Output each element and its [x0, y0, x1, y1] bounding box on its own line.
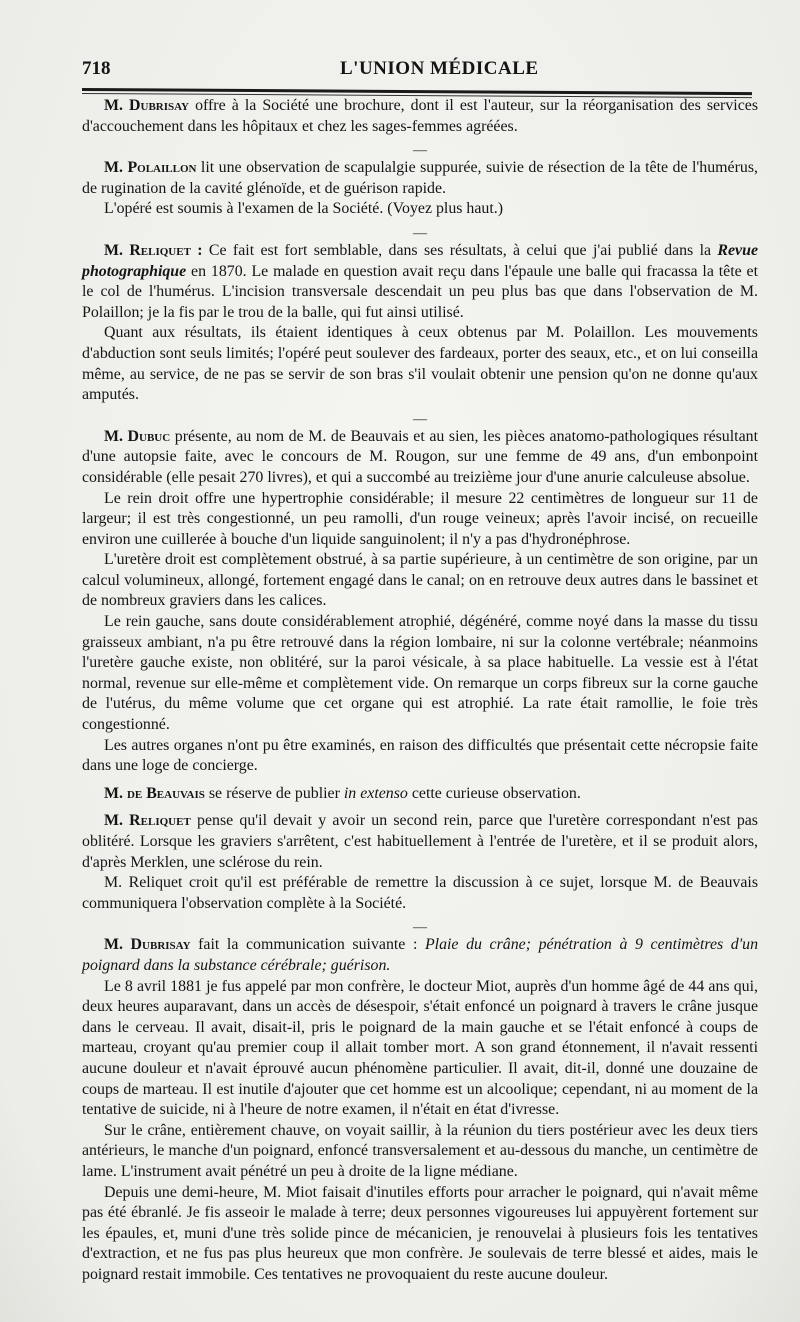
paragraph-15: Le 8 avril 1881 je fus appelé par mon confrère, le docteur Miot, auprès d'un homme âgé de 44 ans qui, deux heures auparavant, dans un accès de désespoir, s'était enfoncé un poignard à travers le crâne jusque dans le cerveau. Il avait, disait-il, pris le poignard de la main gauche et se l'était enfoncé à coups de marteau, croyant qu'au premier coup il allait tomber mort. A son grand étonnement, il n'avait ressenti aucune douleur et n'avait éprouvé aucun phénomène particulier. Il avait, dit-il, donné une douzaine de coups de marteau. Il est inutile d'ajouter que cet homme est un alcoolique; cependant, ni au moment de la tentative de suicide, ni à l'heure de notre examen, il n'était en état d'ivresse.: [82, 977, 758, 1119]
paragraph-text: Ce fait est fort semblable, dans ses résultats, à celui que j'ai publié dans la: [202, 241, 718, 259]
speaker-name: M. Reliquet :: [104, 241, 203, 259]
paragraph-text: lit une observation de scapulalgie suppurée, suivie de résection de la tête de l'humérus, de rugination de la cavité glénoïde, et de guérison rapide.: [82, 159, 758, 197]
paragraph-1: [82, 96, 758, 137]
paragraph-5: Quant aux résultats, ils étaient identiques à ceux obtenus par M. Polaillon. Les mouvements d'abduction sont seuls limités; l'opéré peut soulever des fardeaux, porter des seaux, etc., et on lui conseilla même, au service, de ne pas se servir de son bras s'il voulait obtenir une pension qu'on ne donne qu'aux amputés.: [82, 324, 758, 404]
paragraph-17: Depuis une demi-heure, M. Miot faisait d'inutiles efforts pour arracher le poignard, qui n'avait même pas été ébranlé. Je fis asseoir le malade à terre; deux personnes vigoureuses lui appuyèrent fortement sur les épaules, et, muni d'une très solide pince de mécanicien, je renouvelai à plusieurs fois les tentatives d'extraction, et ne fus pas plus heureux que mon confrère. Je soulevais de terre blessé et aides, mais le poignard restait immobile. Ces tentatives ne provoquaient du reste aucune douleur.: [82, 1183, 758, 1283]
paragraph-text: offre à la Société une brochure, dont il est l'auteur, sur la réorganisation des services d'accouchement dans les hôpitaux et chez les sages-femmes agréées.: [82, 97, 758, 135]
separator-dash: —: [413, 225, 427, 241]
page-number: 718: [82, 58, 111, 79]
separator-dash: —: [413, 411, 427, 427]
page-header: [82, 58, 754, 88]
paragraph-text: cette curieuse observation.: [407, 784, 581, 802]
speaker-name: M. de Beauvais: [104, 784, 205, 802]
running-title: L'UNION MÉDICALE: [340, 58, 539, 79]
speaker-name: M. Dubrisay: [104, 97, 190, 114]
paragraph-text: en 1870. Le malade en question avait reçu dans l'épaule une balle qui fracassa la tête et le col de l'humérus. L'incision transversale descendait un peu plus bas que dans l'observation de M. Polaillon; je la fis par le trou de la balle, qui fut ainsi utilisé.: [82, 262, 758, 321]
speaker-name: M. Dubuc: [104, 427, 171, 445]
paragraph-4: [82, 241, 758, 323]
paragraph-14: [82, 935, 758, 976]
paragraph-16: Sur le crâne, entièrement chauve, on voyait saillir, à la réunion du tiers postérieur avec les deux tiers antérieurs, le manche d'un poignard, enfoncé transversalement et au-dessous du manche, un centimètre de lame. L'instrument avait pénétré un peu à droite de la ligne médiane.: [82, 1121, 758, 1180]
paragraph-12: [82, 811, 758, 873]
paragraph-3: L'opéré est soumis à l'examen de la Société. (Voyez plus haut.): [104, 200, 504, 218]
paragraph-13: M. Reliquet croit qu'il est préférable de remettre la discussion à ce sujet, lorsque M. de Beauvais communiquera l'observation complète à la Société.: [82, 874, 758, 912]
paragraph-8: L'uretère droit est complètement obstrué, à sa partie supérieure, à un centimètre de son origine, par un calcul volumineux, allongé, fortement engagé dans le canal; on en retrouve deux autres dans le bassinet et de nombreux graviers dans les calices.: [82, 551, 758, 610]
latin-phrase: in extenso: [343, 784, 408, 802]
paragraph-7: Le rein droit offre une hypertrophie considérable; il mesure 22 centimètres de longueur sur 11 de largeur; il est très congestionné, un peu ramolli, d'un rouge veineux; après l'avoir incisé, on recueille environ une cuillerée à bouche d'un liquide sanguinolent; il n'y a pas d'hydronéphrose.: [82, 489, 758, 548]
paragraph-2: [82, 158, 758, 199]
speaker-name: M. Polaillon: [104, 159, 197, 177]
journal-title: Revue photographique: [82, 241, 759, 280]
paragraph-text: pense qu'il devait y avoir un second rein, parce que l'uretère correspondant n'est pas oblitéré. Lorsque les graviers s'arrêtent, c'est habituellement à l'entrée de l'uretère, et il se produit alors, d'après Merklen, une sclérose du rein.: [82, 812, 758, 871]
separator-dash: —: [413, 920, 427, 936]
speaker-name: M. Reliquet: [104, 812, 191, 830]
communication-title: Plaie du crâne; pénétration à 9 centimètres d'un poignard dans la substance cérébrale; guérison.: [82, 936, 759, 974]
speaker-name: M. Dubrisay: [104, 936, 191, 954]
page-body: [82, 96, 758, 1285]
paragraph-text: fait la communication suivante :: [190, 936, 425, 954]
paragraph-11: [82, 784, 758, 805]
paragraph-10: Les autres organes n'ont pu être examinés, en raison des difficultés que présentait cette nécropsie faite dans une loge de concierge.: [82, 736, 758, 775]
paragraph-9: Le rein gauche, sans doute considérablement atrophié, dégénéré, comme noyé dans la masse du tissu graisseux ambiant, n'a pu être retrouvé dans la région lombaire, ni sur la colonne vertébrale; néanmoins l'uretère gauche existe, non oblitéré, sur la paroi vésicale, à sa place habituelle. La vessie est à l'état normal, revenue sur elle-même et complètement vide. On remarque un corps fibreux sur la corne gauche de l'utérus, du même volume que cet organe qui est atrophié. La rate était ramollie, le foie très congestionné.: [82, 613, 758, 734]
separator-dash: —: [413, 143, 427, 159]
paragraph-6: [82, 427, 758, 489]
paragraph-text: présente, au nom de M. de Beauvais et au sien, les pièces anatomo-pathologiques résultant d'une autopsie faite, avec le concours de M. Rougon, sur une femme de 49 ans, d'un embonpoint considérable (elle pesait 270 livres), et qui a succombé au treizième jour d'une anurie calculeuse absolue.: [82, 427, 758, 486]
paragraph-text: se réserve de publier: [204, 784, 344, 802]
